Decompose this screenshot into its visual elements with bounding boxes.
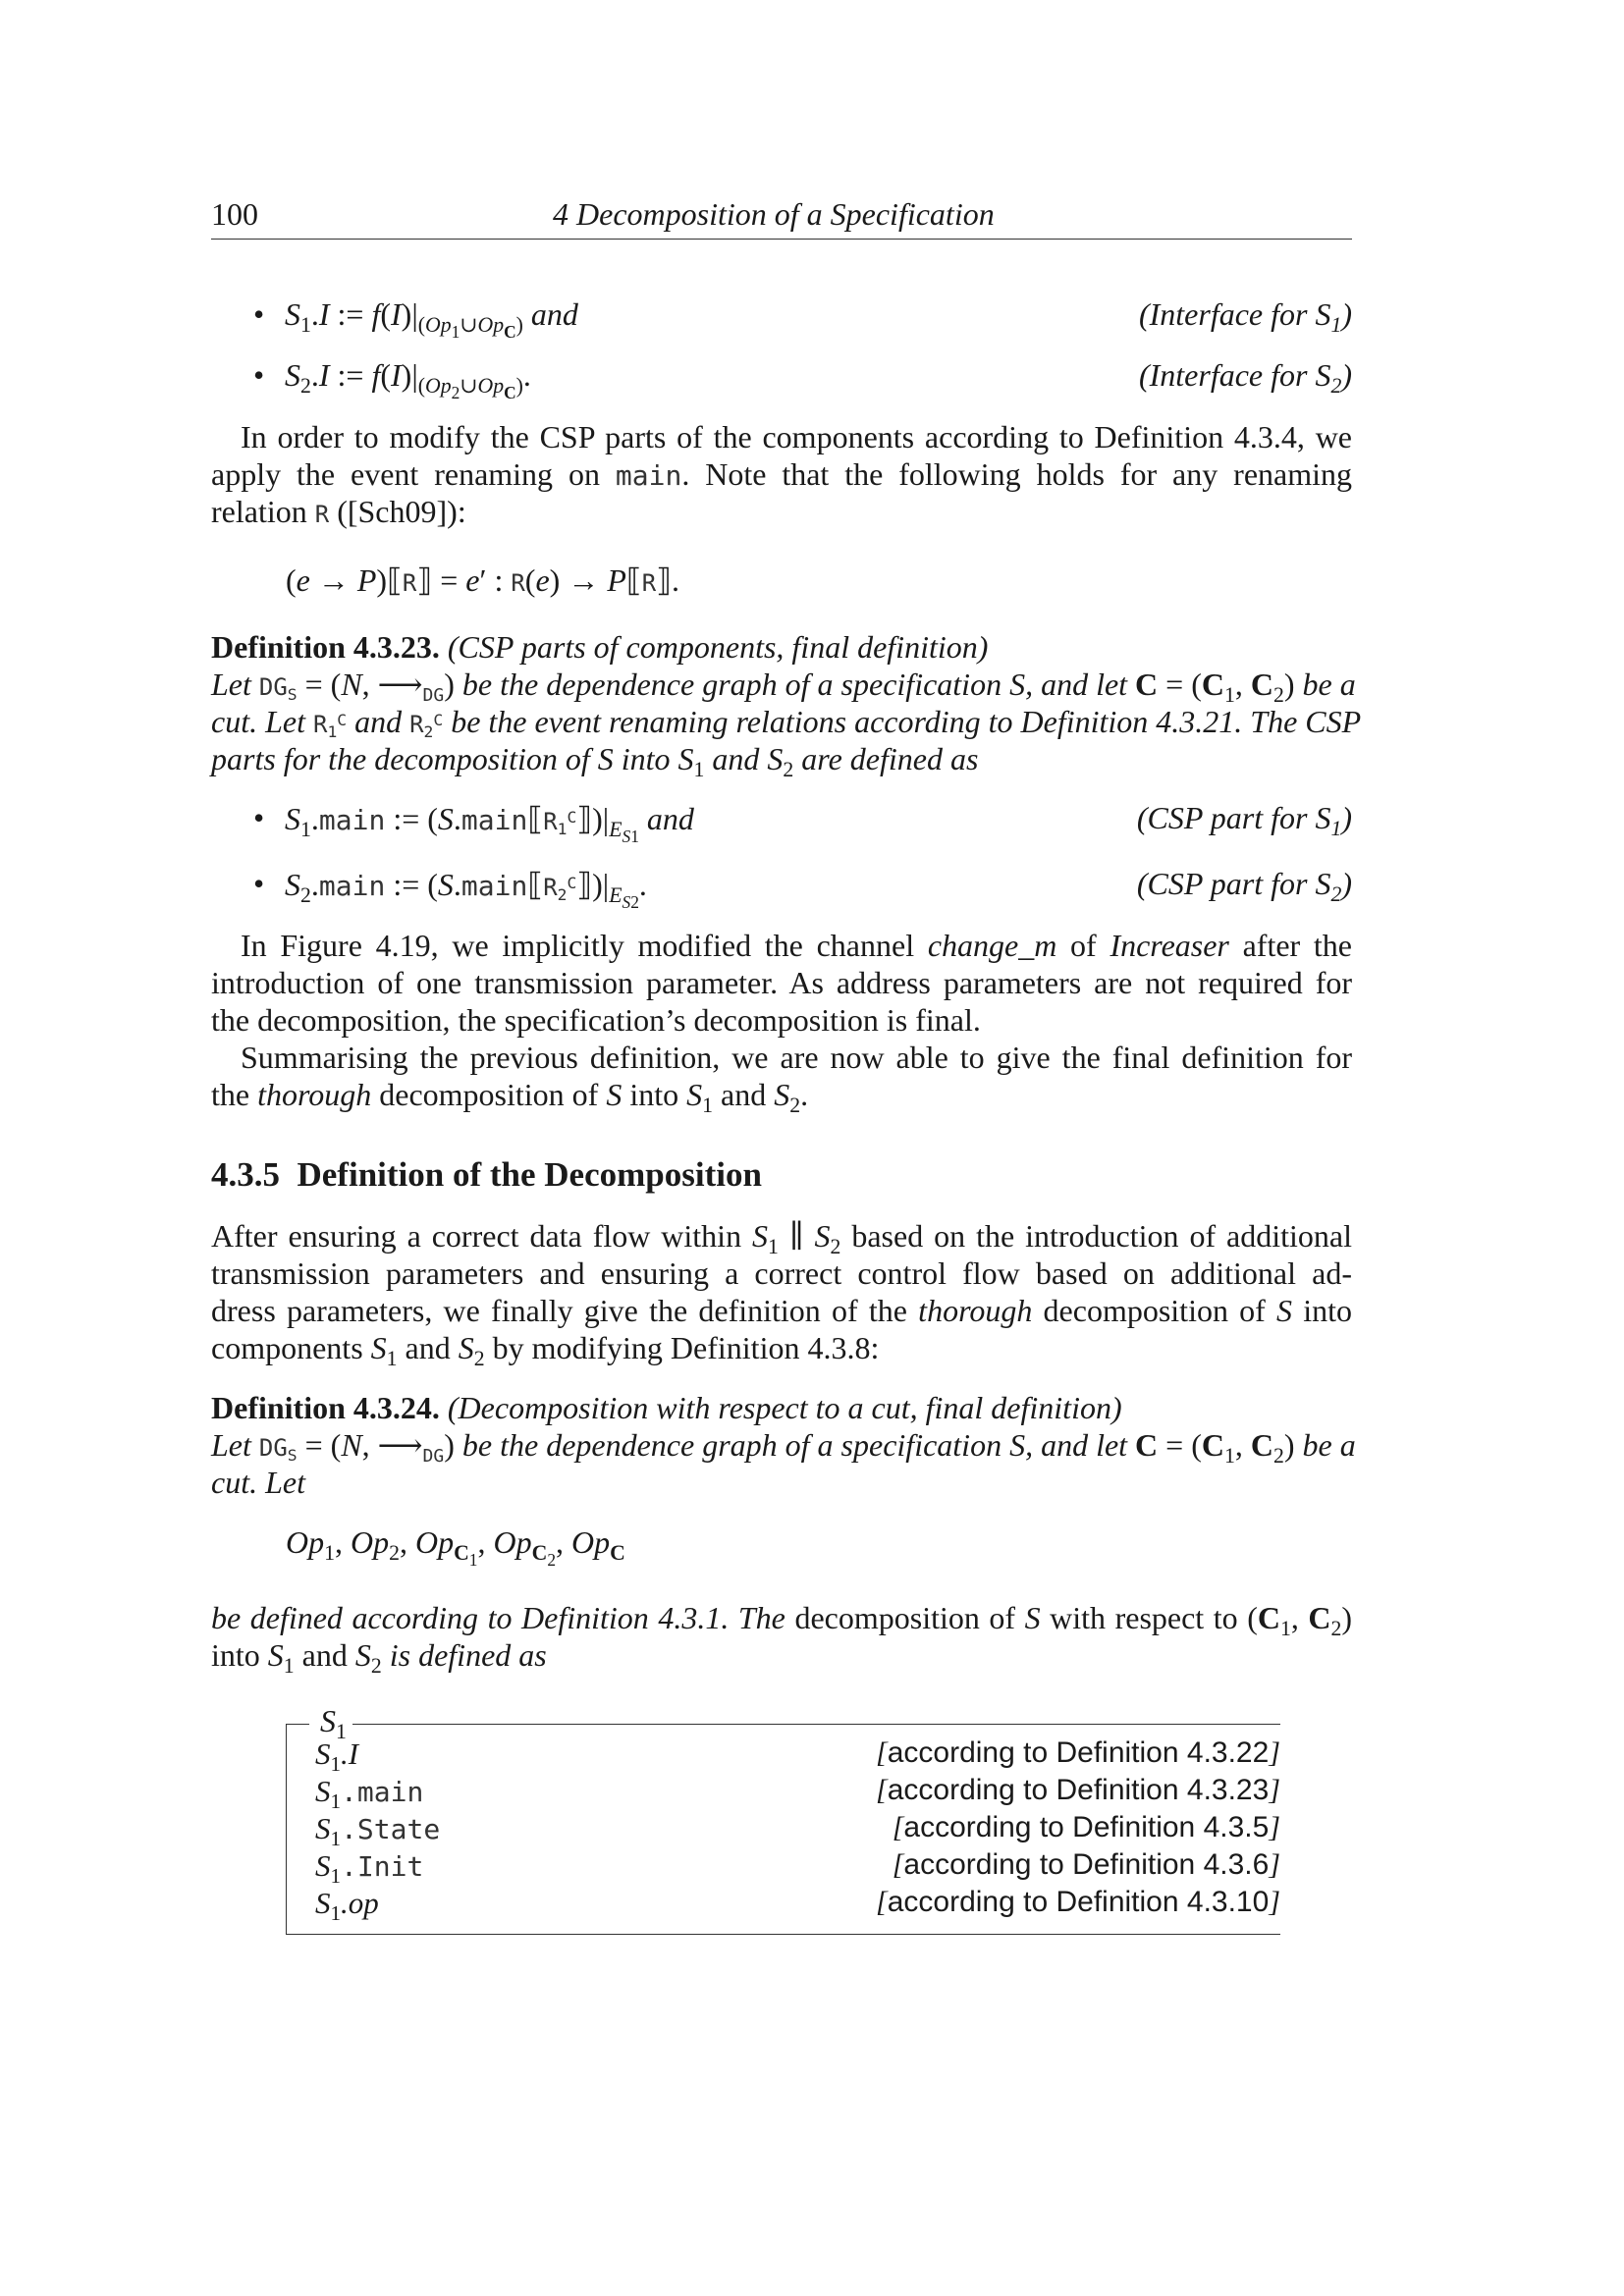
schema-field: $S_1.State$: [315, 1811, 441, 1850]
section-number: 4.3.5: [211, 1155, 280, 1194]
def-title: (Decomposition with respect to a cut, final definition): [447, 1390, 1122, 1425]
para1-line1: In order to modify the CSP parts of the components according to Definition 4.3.4, we: [241, 419, 1352, 454]
schema-left-rule: [286, 1724, 287, 1935]
schema-row: [315, 1886, 1280, 1923]
field-name: .I: [341, 1736, 359, 1771]
schema-field: $S_1.op$: [315, 1886, 379, 1925]
text: cut. Let: [211, 704, 313, 739]
text: In Figure 4.19, we implicitly modified the channel: [241, 928, 928, 963]
para4-line1: After ensuring a correct data flow within $S_1$ ∥ $S_2$ based on the introduction of additional: [211, 1218, 1353, 1258]
text: . Note that the following holds for any renaming: [681, 456, 1353, 492]
csp-suffix-s1: and: [638, 801, 694, 836]
field-name: .State: [341, 1813, 441, 1845]
interface-suffix-s1: and: [522, 296, 578, 332]
def-4-3-24-line2: cut. Let: [211, 1465, 305, 1500]
ref-text: according to Definition 4.3.5: [903, 1811, 1270, 1843]
text: dress parameters, we finally give the definition of the: [211, 1293, 919, 1328]
running-header: 4 Decomposition of a Specification: [553, 196, 995, 232]
text: based on the introduction of additional: [840, 1218, 1353, 1254]
tag-sub: 2: [1330, 373, 1342, 398]
ref-text: according to Definition 4.3.6: [903, 1848, 1270, 1881]
para2-line3: the decomposition, the specification’s decomposition is final.: [211, 1002, 981, 1038]
schema-ref: [according to Definition 4.3.22]: [876, 1736, 1280, 1769]
ref-text: according to Definition 4.3.10: [887, 1886, 1270, 1918]
schema-field: $S_1.main$: [315, 1774, 424, 1813]
text: decomposition of: [371, 1077, 607, 1112]
text: and: [347, 704, 410, 739]
text: into: [1292, 1293, 1353, 1328]
header-rule: [211, 239, 1352, 240]
text: is defined as: [381, 1637, 547, 1673]
text: by modifying Definition 4.3.8:: [484, 1330, 880, 1365]
def-4-3-24-line4: into $S_1$ and $S_2$ is defined as: [211, 1637, 547, 1678]
text: and S: [704, 741, 784, 776]
interface-suffix-s2: .: [522, 357, 531, 393]
def-label: Definition 4.3.23.: [211, 629, 440, 665]
def-4-3-23-heading: [211, 629, 1352, 666]
text: be a: [1294, 667, 1356, 702]
schema-name-letter: S: [320, 1703, 336, 1738]
text: Let: [211, 1427, 259, 1463]
para4-line4: components $S_1$ and $S_2$ by modifying Definition 4.3.8:: [211, 1330, 880, 1370]
interface-tag-s1: [1138, 296, 1352, 337]
para3-line2: the thorough decomposition of S into $S_1$ and $S_2$.: [211, 1077, 809, 1117]
schema-bottom-rule: [286, 1934, 1280, 1935]
text: apply the event renaming on: [211, 456, 616, 492]
text: After ensuring a correct data flow within: [211, 1218, 753, 1254]
field-name: .Init: [341, 1850, 424, 1883]
tag-label: (Interface for S: [1138, 296, 1331, 332]
text: relation: [211, 494, 315, 529]
interface-formula-s2: $S_2.I$ := $f(I)|_{(Op_2\cup Op_C)}$.: [285, 357, 531, 402]
text: be the dependence graph of a specification S, and let: [454, 667, 1136, 702]
tag-sub: 2: [1330, 881, 1342, 906]
tag-label: (Interface for S: [1138, 357, 1331, 393]
text: with respect to: [1040, 1600, 1248, 1635]
tag-end: ): [1341, 296, 1352, 332]
tag-label: (CSP part for S: [1136, 800, 1331, 835]
text: decomposition of: [794, 1600, 1025, 1635]
text: ([Sch09]):: [329, 494, 466, 529]
csp-tag-s1: [1136, 800, 1352, 840]
emph: change_m: [927, 928, 1057, 963]
text: of: [1056, 928, 1110, 963]
schema-name: [320, 1703, 347, 1743]
schema-name-sub: 1: [336, 1719, 347, 1743]
tag-sub: 1: [1330, 312, 1342, 337]
schema-row: [315, 1811, 1280, 1848]
schema-ref: [according to Definition 4.3.5]: [892, 1811, 1280, 1843]
section-title: Definition of the Decomposition: [297, 1155, 762, 1194]
code-main: main: [615, 459, 682, 492]
text: the: [211, 1077, 258, 1112]
text: be defined according to Definition 4.3.1. The: [211, 1600, 795, 1635]
text: components: [211, 1330, 371, 1365]
text: after the: [1228, 928, 1353, 963]
tag-end: ): [1341, 800, 1352, 835]
para4-line3: dress parameters, we finally give the definition of the thorough decomposition of S into: [211, 1293, 1353, 1328]
bullet-dot: •: [253, 357, 265, 393]
code-r: R: [314, 501, 330, 528]
text: be a: [1294, 1427, 1356, 1463]
text: and: [294, 1637, 355, 1673]
def-4-3-24-line1: Let $DG_S = (N$, $⟶_{DG}$) be the dependence graph of a specification S, and let $C = (C_1$, $C_2$) be a: [211, 1427, 1356, 1468]
csp-tag-s2: [1136, 866, 1352, 906]
text: be the event renaming relations according to Definition 4.3.21. The CSP: [443, 704, 1362, 739]
schema-ref: [according to Definition 4.3.10]: [876, 1886, 1280, 1918]
tag-end: ): [1341, 357, 1352, 393]
csp-bullet-s1: [253, 800, 1352, 846]
schema-ref: [according to Definition 4.3.6]: [892, 1848, 1280, 1881]
tag-sub: 1: [1330, 816, 1342, 840]
schema-field: $S_1.I$: [315, 1736, 359, 1776]
para3-line1: Summarising the previous definition, we are now able to give the final definition for: [241, 1040, 1352, 1075]
tag-label: (CSP part for S: [1136, 866, 1331, 901]
op-set-formula: $Op_1$, $Op_2$, $Op_{C_1}$, $Op_{C_2}$, $Op_C$: [286, 1524, 625, 1570]
para1-line2: [211, 456, 1352, 494]
def-4-3-24-line3: be defined according to Definition 4.3.1. The decomposition of S with respect to ($C_1$, $C_2$): [211, 1600, 1353, 1640]
text: parts for the decomposition of S into S: [211, 741, 694, 776]
text: be the dependence graph of a specification S, and let: [454, 1427, 1136, 1463]
schema-row: [315, 1848, 1280, 1886]
def-4-3-23-line2: cut. Let $R_1^C$ and $R_2^C$ be the event renaming relations according to Definition 4.3.21. The CSP: [211, 704, 1362, 742]
csp-suffix-s2: .: [638, 867, 647, 902]
tag-end: ): [1341, 866, 1352, 901]
def-label: Definition 4.3.24.: [211, 1390, 440, 1425]
text: into: [622, 1077, 687, 1112]
text: are defined as: [793, 741, 979, 776]
para2-line1: [241, 928, 1352, 964]
para2-line2: introduction of one transmission parameter. As address parameters are not required for: [211, 965, 1352, 1000]
schema-ref: [according to Definition 4.3.23]: [876, 1774, 1280, 1806]
emph: Increaser: [1110, 928, 1229, 963]
csp-formula-s1: $S_1.main$ := $(S.main⟦R_1^C⟧)|_{E_{S1}}$ and: [285, 801, 694, 846]
field-name: .main: [341, 1776, 424, 1808]
schema-field: $S_1.Init$: [315, 1848, 424, 1888]
text: into: [211, 1637, 268, 1673]
schema-top-rule-right: [352, 1724, 1280, 1725]
csp-bullet-s2: [253, 866, 1352, 912]
para1-line3: [211, 494, 1352, 533]
interface-tag-s2: [1138, 357, 1352, 398]
text: Let: [211, 667, 259, 702]
ref-text: according to Definition 4.3.22: [887, 1736, 1270, 1769]
field-name: .op: [341, 1886, 379, 1920]
para4-line2: transmission parameters and ensuring a correct control flow based on additional ad-: [211, 1255, 1352, 1291]
def-4-3-23-line3: parts for the decomposition of S into $S_1$ and $S_2$ are defined as: [211, 741, 979, 781]
bullet-dot: •: [253, 296, 265, 332]
bullet-dot: •: [253, 800, 265, 835]
section-heading: [211, 1155, 762, 1195]
schema-box-s1: [286, 1703, 1280, 1935]
emph: thorough: [257, 1077, 372, 1112]
def-4-3-23-line1: Let $DG_S = (N$, $⟶_{DG}$) be the dependence graph of a specification S, and let $C = (C_1$, $C_2$) be a: [211, 667, 1356, 707]
text: and: [397, 1330, 459, 1365]
interface-bullet-s1: [253, 296, 1352, 342]
text: decomposition of: [1032, 1293, 1277, 1328]
ref-text: according to Definition 4.3.23: [887, 1774, 1270, 1806]
bullet-dot: •: [253, 866, 265, 901]
def-4-3-24-heading: [211, 1390, 1352, 1426]
schema-row: [315, 1736, 1280, 1774]
page-number: 100: [211, 196, 258, 232]
interface-bullet-s2: [253, 357, 1352, 402]
def-title: (CSP parts of components, final definition): [447, 629, 989, 665]
emph: thorough: [918, 1293, 1033, 1328]
interface-formula-s1: $S_1.I$ := $f(I)|_{(Op_1\cup Op_C)}$ and: [285, 296, 578, 342]
csp-formula-s2: $S_2.main$ := $(S.main⟦R_2^C⟧)|_{E_{S2}}$.: [285, 867, 647, 912]
schema-top-rule-left: [286, 1724, 309, 1725]
renaming-equation: (e → P)⟦R⟧ = e′ : R(e) → P⟦R⟧.: [286, 562, 679, 598]
schema-row: [315, 1774, 1280, 1811]
